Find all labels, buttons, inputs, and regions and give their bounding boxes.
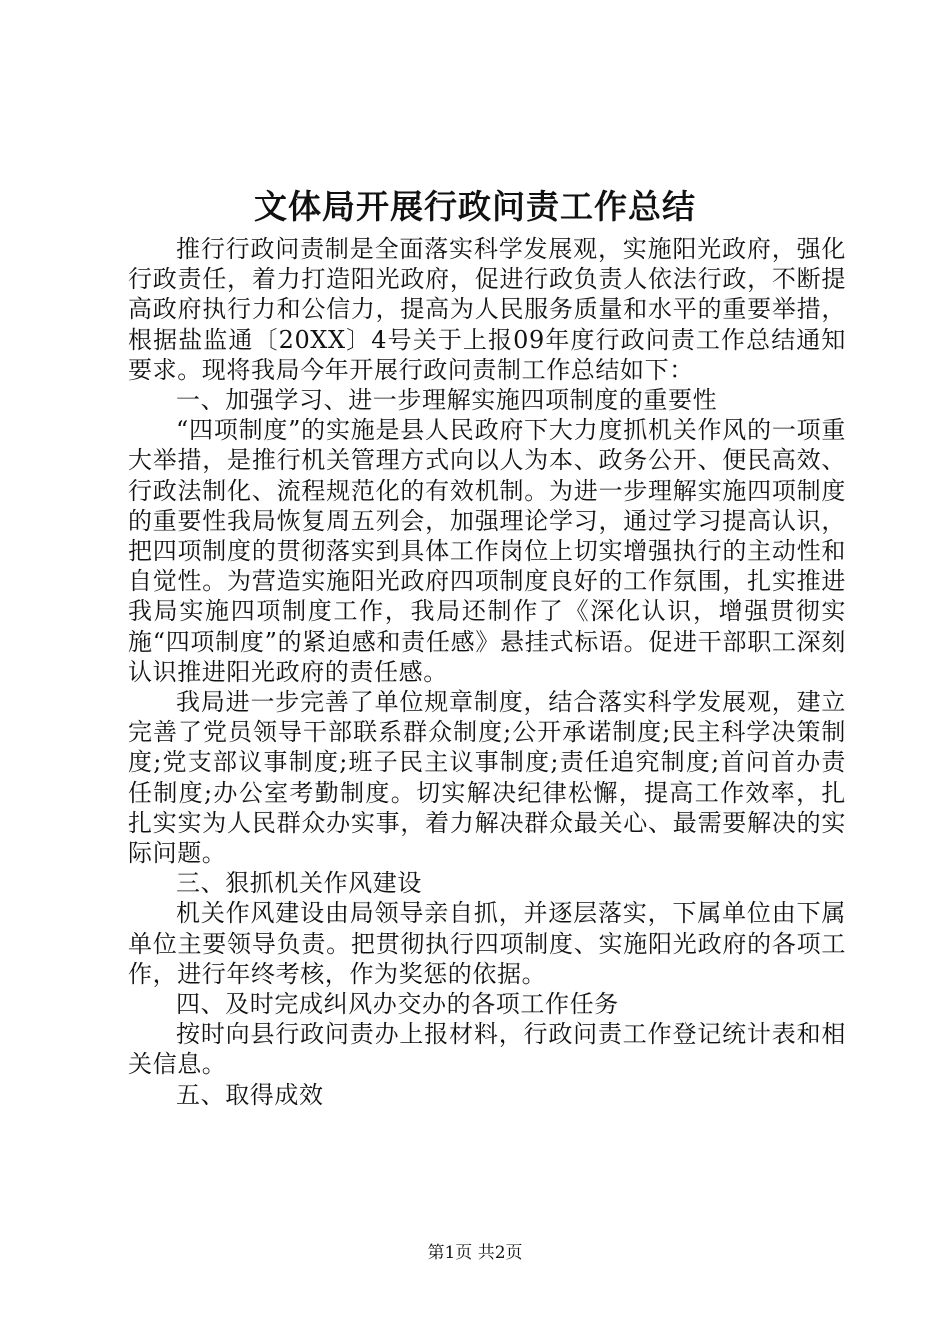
document-body xyxy=(128,234,846,1110)
section-heading-5: 五、取得成效 xyxy=(176,1080,324,1109)
body-paragraph: 我局进一步完善了单位规章制度，结合落实科学发展观，建立完善了党员领导干部联系群众制度;公开承诺制度;民主科学决策制度;党支部议事制度;班子民主议事制度;责任追究制度;首问首办责任制度;办公室考勤制度。切实解决纪律松懈，提高工作效率，扎扎实实为人民群众办实事，着力解决群众最关心、最需要解决的实际问题。 xyxy=(128,688,846,868)
body-paragraph: 机关作风建设由局领导亲自抓，并逐层落实，下属单位由下属单位主要领导负责。把贯彻执行四项制度、实施阳光政府的各项工作，进行年终考核，作为奖惩的依据。 xyxy=(128,899,846,988)
section-heading-4: 四、及时完成纠风办交办的各项工作任务 xyxy=(176,990,619,1019)
page-number: 第1页 共2页 xyxy=(427,1243,523,1263)
section-heading-1: 一、加强学习、进一步理解实施四项制度的重要性 xyxy=(176,386,718,415)
body-paragraph: “四项制度”的实施是县人民政府下大力度抓机关作风的一项重大举措，是推行机关管理方式向以人为本、政务公开、便民高效、行政法制化、流程规范化的有效机制。为进一步理解实施四项制度的重要性我局恢复周五列会，加强理论学习，通过学习提高认识，把四项制度的贯彻落实到具体工作岗位上切实增强执行的主动性和自觉性。为营造实施阳光政府四项制度良好的工作氛围，扎实推进我局实施四项制度工作，我局还制作了《深化认识，增强贯彻实施“四项制度”的紧迫感和责任感》悬挂式标语。促进干部职工深刻认识推进阳光政府的责任感。 xyxy=(128,416,846,686)
document-title: 文体局开展行政问责工作总结 xyxy=(254,187,696,226)
intro-paragraph: 推行行政问责制是全面落实科学发展观，实施阳光政府，强化行政责任，着力打造阳光政府，促进行政负责人依法行政，不断提高政府执行力和公信力，提高为人民服务质量和水平的重要举措，根据盐监通〔20XX〕4号关于上报09年度行政问责工作总结通知要求。现将我局今年开展行政问责制工作总结如下： xyxy=(128,235,846,384)
body-paragraph: 按时向县行政问责办上报材料，行政问责工作登记统计表和相关信息。 xyxy=(128,1020,846,1079)
section-heading-3: 三、狠抓机关作风建设 xyxy=(176,869,422,898)
